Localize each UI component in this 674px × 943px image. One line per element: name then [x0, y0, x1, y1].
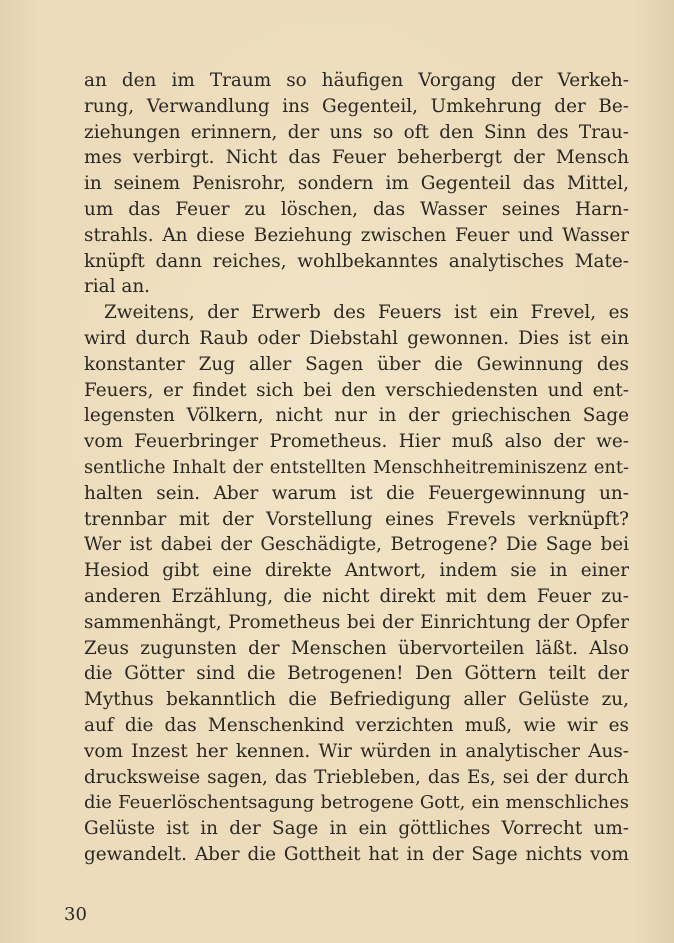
text-line: Feuers, er findet sich bei den verschiedensten und ent-	[84, 379, 629, 401]
text-line: um das Feuer zu löschen, das Wasser seines Harn-	[84, 198, 629, 220]
text-line: rung, Verwandlung ins Gegenteil, Umkehrung der Be-	[84, 95, 629, 117]
text-line: vom Inzest her kennen. Wir würden in analytischer Aus-	[84, 740, 629, 762]
text-line: rial an.	[84, 276, 151, 298]
text-line: an den im Traum so häufigen Vorgang der Verkeh-	[84, 70, 629, 91]
text-line: die Feuerlöschentsagung betrogene Gott, ein menschliches	[84, 792, 629, 814]
text-line: knüpft dann reiches, wohlbekanntes analytisches Mate-	[84, 250, 629, 272]
text-line: halten sein. Aber warum ist die Feuergewinnung un-	[84, 482, 629, 504]
text-line: gewandelt. Aber die Gottheit hat in der Sage nichts vom	[84, 843, 629, 865]
text-line: Gelüste ist in der Sage in ein göttliches Vorrecht um-	[84, 818, 629, 840]
text-line: legensten Völkern, nicht nur in der griechischen Sage	[84, 405, 629, 427]
paragraph-start-line: Zweitens, der Erwerb des Feuers ist ein Frevel, es	[104, 302, 629, 324]
text-line: anderen Erzählung, die nicht direkt mit dem Feuer zu-	[84, 585, 629, 607]
text-line: trennbar mit der Vorstellung eines Frevels verknüpft?	[84, 508, 629, 530]
text-line: sammenhängt, Prometheus bei der Einrichtung der Opfer	[84, 611, 629, 633]
text-line: Wer ist dabei der Geschädigte, Betrogene? Die Sage bei	[84, 534, 629, 556]
text-line: ziehungen erinnern, der uns so oft den Sinn des Trau-	[84, 121, 629, 143]
text-line: in seinem Penisrohr, sondern im Gegenteil das Mittel,	[84, 173, 629, 195]
page-number: 30	[64, 904, 87, 925]
text-line: die Götter sind die Betrogenen! Den Göttern teilt der	[84, 663, 629, 685]
body-text	[84, 68, 629, 868]
text-line: Mythus bekanntlich die Befriedigung aller Gelüste zu,	[84, 689, 629, 711]
text-line: vom Feuerbringer Prometheus. Hier muß also der we-	[84, 431, 629, 453]
text-line: konstanter Zug aller Sagen über die Gewinnung des	[84, 353, 629, 375]
text-line: auf die das Menschenkind verzichten muß, wie wir es	[84, 714, 629, 736]
text-line: drucksweise sagen, das Triebleben, das Es, sei der durch	[84, 766, 629, 788]
text-line: Hesiod gibt eine direkte Antwort, indem sie in einer	[84, 560, 629, 582]
text-line: wird durch Raub oder Diebstahl gewonnen. Dies ist ein	[84, 327, 629, 349]
text-line: strahls. An diese Beziehung zwischen Feuer und Wasser	[84, 224, 629, 246]
text-line: sentliche Inhalt der entstellten Menschheitreminiszenz ent-	[84, 456, 629, 478]
text-line: mes verbirgt. Nicht das Feuer beherbergt der Mensch	[84, 147, 629, 169]
text-line: Zeus zugunsten der Menschen übervorteilen läßt. Also	[84, 637, 629, 659]
